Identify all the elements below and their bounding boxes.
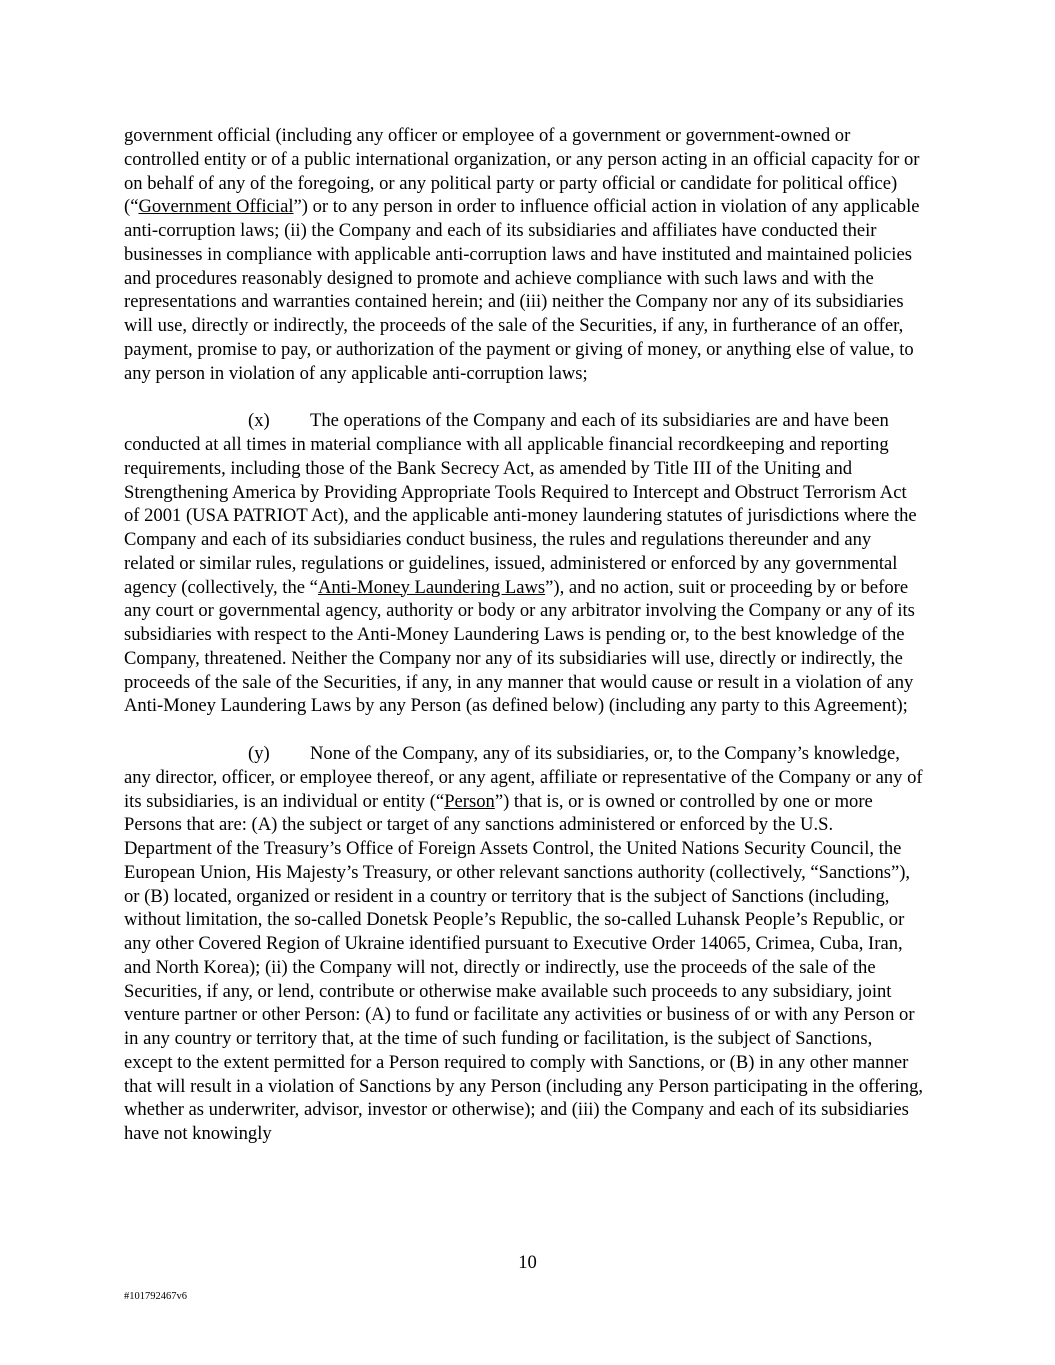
page-number: 10	[518, 1252, 537, 1273]
paragraph-text: The operations of the Company and each of its subsidiaries are and have been conducted at all times in material compliance with all applicable financial recordkeeping and reporting requirements, including those of the Bank Secrecy Act, as amended by Title III of the Uniting and Strengthening America by Providing Appropriate Tools Required to Intercept and Obstruct Terrorism Act of 2001 (USA PATRIOT Act), and the applicable anti-money laundering statutes of jurisdictions where the Company and each of its subsidiaries conduct business, the rules and regulations thereunder and any related or similar rules, regulations or guidelines, issued, administered or enforced by any governmental agency (collectively, the “	[124, 410, 917, 598]
section-x-label: (x)	[248, 410, 270, 432]
paragraph-text: ”), and no action, suit or proceeding by or before any court or governmental agency, authority or body or any arbitrator involving the Company or any of its subsidiaries with respect to the Anti-Money Laundering Laws is pending or, to the best knowledge of the Company, threatened. Neither the Company nor any of its subsidiaries will use, directly or indirectly, the proceeds of the sale of the Securities, if any, in any manner that would cause or result in a violation of any Anti-Money Laundering Laws by any Person (as defined below) (including any party to this Agreement);	[124, 576, 915, 717]
paragraph-text: government official (including any officer or employee of a government or government-owned or controlled entity or of a public international organization, or any person acting in an official capacity for or on behalf of any of the foregoing, or any political party or party official or candidate for political office) (“	[124, 125, 920, 218]
defined-term-person: Person	[444, 790, 495, 812]
defined-term-anti-money-laundering-laws: Anti-Money Laundering Laws	[317, 576, 546, 598]
section-x-paragraph	[124, 409, 924, 718]
document-id: #101792467v6	[124, 1291, 187, 1302]
document-body	[124, 124, 924, 1170]
section-y-label: (y)	[248, 743, 270, 764]
paragraph-text: ”) or to any person in order to influence official action in violation of any applicable anti-corruption laws; (ii) the Company and each of its subsidiaries and affiliates have conducted their businesses in compliance with applicable anti-corruption laws and have instituted and maintained policies and procedures reasonably designed to promote and achieve compliance with such laws and with the representations and warranties contained herein; and (iii) neither the Company nor any of its subsidiaries will use, directly or indirectly, the proceeds of the sale of the Securities, if any, in furtherance of an offer, payment, promise to pay, or authorization of the payment or giving of money, or anything else of value, to any person in violation of any applicable anti-corruption laws;	[124, 196, 920, 384]
defined-term-government-official: Government Official	[138, 196, 294, 218]
continued-paragraph	[124, 124, 924, 385]
paragraph-text: None of the Company, any of its subsidiaries, or, to the Company’s knowledge, any director, officer, or employee thereof, or any agent, affiliate or representative of the Company or any of its subsidiaries, is an individual or entity (“	[124, 743, 923, 812]
section-y-paragraph	[124, 742, 924, 1146]
paragraph-text: ”) that is, or is owned or controlled by one or more Persons that are: (A) the subject or target of any sanctions administered or enforced by the U.S. Department of the Treasury’s Office of Foreign Assets Control, the United Nations Security Council, the European Union, His Majesty’s Treasury, or other relevant sanctions authority (collectively, “Sanctions”), or (B) located, organized or resident in a country or territory that is the subject of Sanctions (including, without limitation, the so-called Donetsk People’s Republic, the so-called Luhansk People’s Republic, or any other Covered Region of Ukraine identified pursuant to Executive Order 14065, Crimea, Cuba, Iran, and North Korea); (ii) the Company will not, directly or indirectly, use the proceeds of the sale of the Securities, if any, or lend, contribute or otherwise make available such proceeds to any subsidiary, joint venture partner or other Person: (A) to fund or facilitate any activities or business of or with any Person or in any country or territory that, at the time of such funding or facilitation, is the subject of Sanctions, except to the extent permitted for a Person required to comply with Sanctions, or (B) in any other manner that will result in a violation of Sanctions by any Person (including any Person participating in the offering, whether as underwriter, advisor, investor or otherwise); and (iii) the Company and each of its subsidiaries have not knowingly	[124, 790, 924, 1144]
